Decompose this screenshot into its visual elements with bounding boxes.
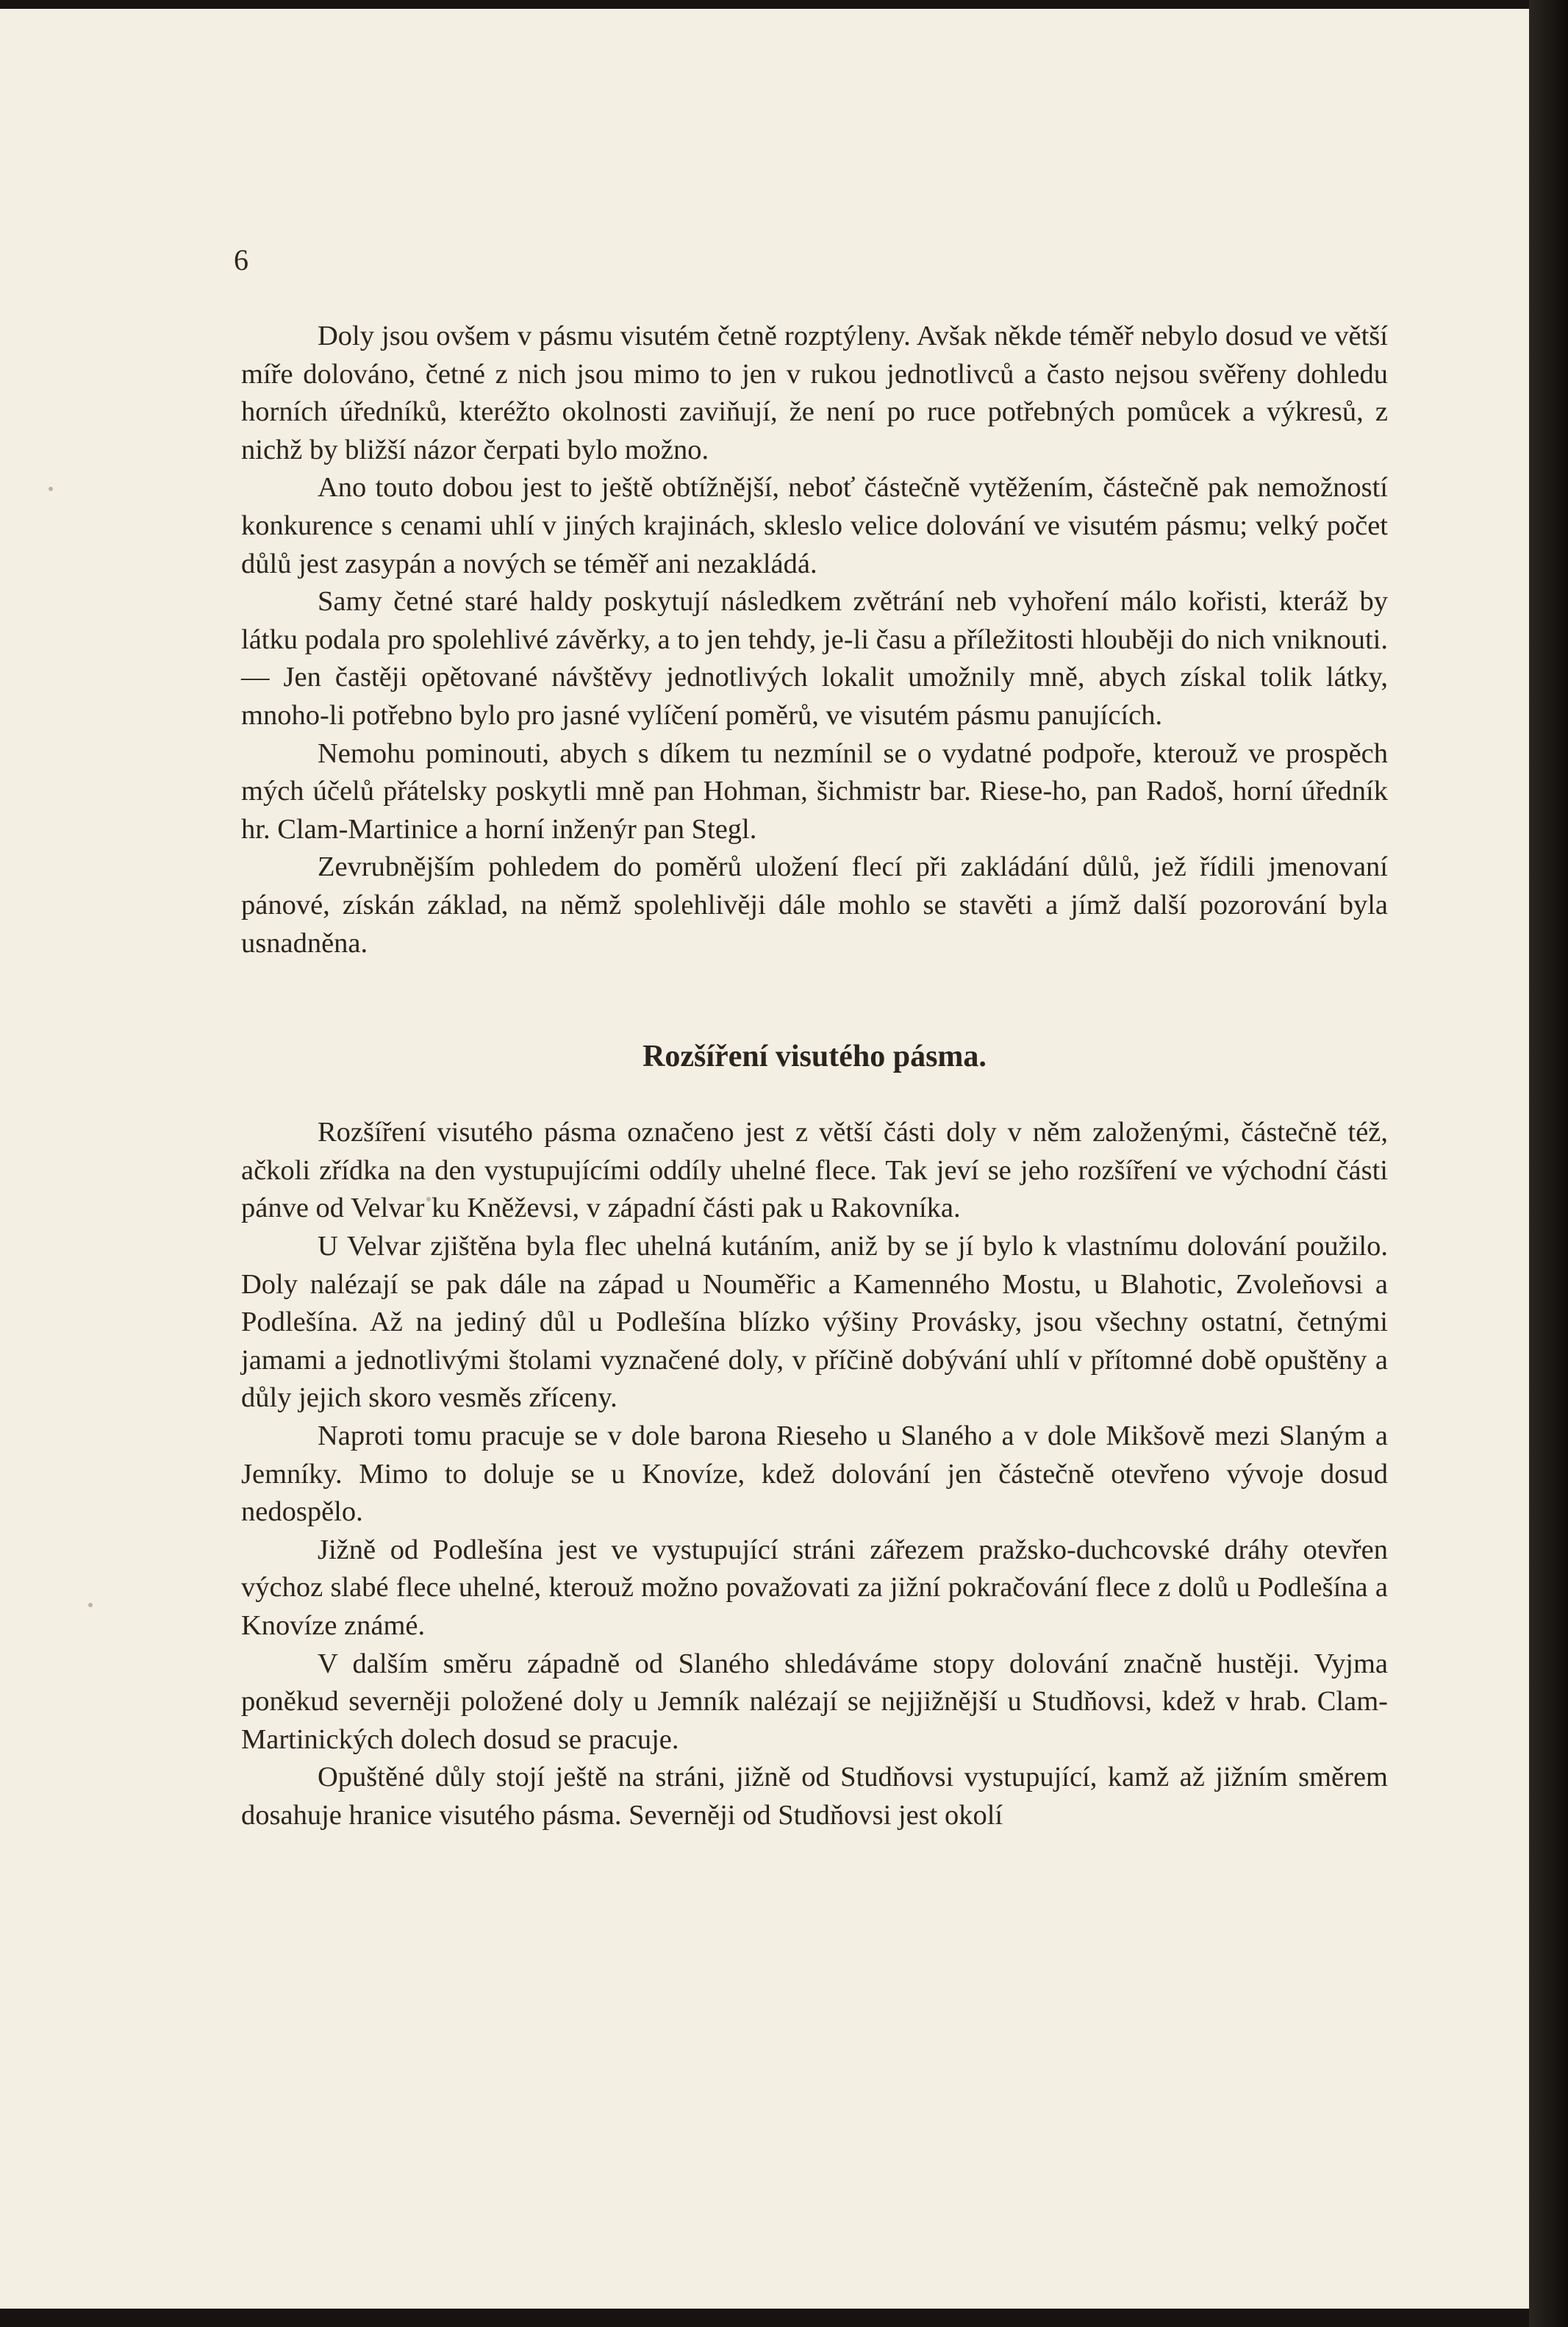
paper-speck bbox=[49, 487, 53, 491]
paragraph: V dalším směru západně od Slaného shledáváme stopy dolování značně hustěji. Vyjma poněkud severněji položené doly u Jemník nalézají se nejjižnější u Studňovsi, kdež v hrab. Clam-Martinických dolech dosud se pracuje. bbox=[241, 1648, 1388, 1755]
section-heading: Rozšíření visutého pásma. bbox=[642, 1040, 987, 1074]
book-edge bbox=[1529, 0, 1568, 2327]
page-number: 6 bbox=[234, 243, 248, 276]
book-page bbox=[0, 9, 1529, 2309]
body-text bbox=[241, 318, 1388, 1835]
paragraph: Doly jsou ovšem v pásmu visutém četně rozptýleny. Avšak někde téměř nebylo dosud ve větší míře dolováno, četné z nich jsou mimo to jen v rukou jednotlivců a často nejsou svěřeny dohledu horních úředníků, kteréžto okolnosti zaviňují, že není po ruce potřebných pomůcek a výkresů, z nichž by bližší názor čerpati bylo možno. bbox=[241, 321, 1388, 465]
paragraph: Samy četné staré haldy poskytují následkem zvětrání neb vyhoření málo kořisti, kteráž by látku podala pro spolehlivé závěrky, a to jen tehdy, je-li času a příležitosti hlouběji do nich vniknouti. — Jen častěji opětované návštěvy jednotlivých lokalit umožnily mně, abych získal tolik látky, mnoho-li potřebno bylo pro jasné vylíčení poměrů, ve visutém pásmu panujících. bbox=[241, 586, 1388, 731]
section-spacer bbox=[241, 962, 1388, 1038]
paragraph: Zevrubnějším pohledem do poměrů uložení flecí při zakládání důlů, jež řídili jmenovaní pánové, získán základ, na němž spolehlivěji dále mohlo se stavěti a jímž další pozorování byla usnadněna. bbox=[241, 851, 1388, 959]
paragraph: Rozšíření visutého pásma označeno jest z větší části doly v něm založenými, částečně též, ačkoli zřídka na den vystupujícími oddíly uhelné flece. Tak jeví se jeho rozšíření ve východní části pánve od Velvar ku Kněževsi, v západní části pak u Rakovníka. bbox=[241, 1117, 1388, 1224]
paragraph: Jižně od Podlešína jest ve vystupující stráni zářezem pražsko-duchcovské dráhy otevřen výchoz slabé flece uhelné, kterouž možno považovati za jižní pokračování flece z dolů u Podlešína a Knovíze známé. bbox=[241, 1534, 1388, 1641]
heading-spacer bbox=[241, 1076, 1388, 1115]
paragraph: Ano touto dobou jest to ještě obtížnější, neboť částečně vytěžením, částečně pak nemožností konkurence s cenami uhlí v jiných krajinách, skleslo velice dolování ve visutém pásmu; velký počet důlů jest zasypán a nových se téměř ani nezakládá. bbox=[241, 472, 1388, 579]
paragraph: Naproti tomu pracuje se v dole barona Rieseho u Slaného a v dole Mikšově mezi Slaným a Jemníky. Mimo to doluje se u Knovíze, kdež dolování jen částečně otevřeno vývoje dosud nedospělo. bbox=[241, 1420, 1388, 1528]
paragraph: U Velvar zjištěna byla flec uhelná kutáním, aniž by se jí bylo k vlastnímu dolování použilo. Doly nalézají se pak dále na západ u Nouměřic a Kamenného Mostu, u Blahotic, Zvoleňovsi a Podlešína. Až na jediný důl u Podlešína blízko výšiny Provásky, jsou všechny ostatní, četnými jamami a jednotlivými štolami vyznačené doly, v příčině dobývání uhlí v přítomné době opuštěny a důly jejich skoro vesměs zříceny. bbox=[241, 1231, 1388, 1414]
paper-speck bbox=[88, 1603, 93, 1607]
paragraph: Nemohu pominouti, abych s díkem tu nezmínil se o vydatné podpoře, kterouž ve prospěch mých účelů přátelsky poskytli mně pan Hohman, šichmistr bar. Riese-ho, pan Radoš, horní úředník hr. Clam-Martinice a horní inženýr pan Stegl. bbox=[241, 737, 1388, 845]
paragraph: Opuštěné důly stojí ještě na stráni, jižně od Studňovsi vystupující, kamž až jižním směrem dosahuje hranice visutého pásma. Severněji od Studňovsi jest okolí bbox=[241, 1762, 1388, 1831]
